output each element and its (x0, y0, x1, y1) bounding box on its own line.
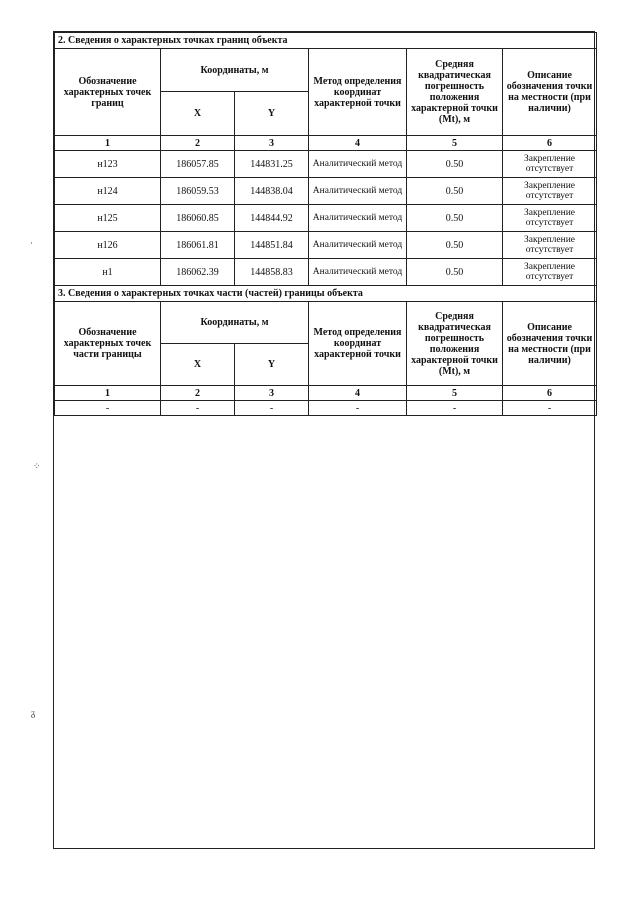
s2-header-method: Метод определения координат характерной точки (309, 49, 407, 136)
point-method: Аналитический метод (309, 178, 407, 205)
s2-header-designation: Обозначение характерных точек границ (55, 49, 161, 136)
point-y: 144831.25 (235, 151, 309, 178)
point-name: н124 (55, 178, 161, 205)
s2-col-number: 5 (407, 136, 503, 151)
s2-col-number: 1 (55, 136, 161, 151)
s2-col-number: 3 (235, 136, 309, 151)
s2-col-number: 2 (161, 136, 235, 151)
empty-cell: - (55, 401, 161, 416)
s2-col-number: 4 (309, 136, 407, 151)
point-x: 186062.39 (161, 259, 235, 286)
table-row (55, 259, 597, 286)
point-method: Аналитический метод (309, 259, 407, 286)
points-table (54, 32, 597, 416)
point-mt: 0.50 (407, 232, 503, 259)
point-x: 186057.85 (161, 151, 235, 178)
s3-header-x: X (161, 344, 235, 386)
point-x: 186059.53 (161, 178, 235, 205)
point-y: 144838.04 (235, 178, 309, 205)
point-method: Аналитический метод (309, 151, 407, 178)
section2-title: 2. Сведения о характерных точках границ объекта (55, 33, 597, 49)
point-y: 144851.84 (235, 232, 309, 259)
point-desc: Закрепление отсутствует (503, 151, 597, 178)
empty-cell: - (503, 401, 597, 416)
point-name: н125 (55, 205, 161, 232)
point-desc: Закрепление отсутствует (503, 178, 597, 205)
s2-header-y: Y (235, 92, 309, 136)
table-row (55, 151, 597, 178)
empty-cell: - (407, 401, 503, 416)
point-desc: Закрепление отсутствует (503, 205, 597, 232)
s3-header-y: Y (235, 344, 309, 386)
point-mt: 0.50 (407, 259, 503, 286)
point-y: 144858.83 (235, 259, 309, 286)
document-frame (53, 31, 595, 849)
empty-cell: - (309, 401, 407, 416)
table-row (55, 232, 597, 259)
point-x: 186061.81 (161, 232, 235, 259)
s3-col-number: 3 (235, 386, 309, 401)
table-row (55, 178, 597, 205)
point-mt: 0.50 (407, 151, 503, 178)
point-name: н126 (55, 232, 161, 259)
s3-col-number: 2 (161, 386, 235, 401)
empty-cell: - (161, 401, 235, 416)
point-x: 186060.85 (161, 205, 235, 232)
s3-header-description: Описание обозначения точки на местности (при наличии) (503, 302, 597, 386)
point-method: Аналитический метод (309, 232, 407, 259)
point-mt: 0.50 (407, 178, 503, 205)
table-row (55, 205, 597, 232)
s2-col-number: 6 (503, 136, 597, 151)
section3-title: 3. Сведения о характерных точках части (частей) границы объекта (55, 286, 597, 302)
point-method: Аналитический метод (309, 205, 407, 232)
s3-header-error: Средняя квадратическая погрешность положения характерной точки (Mt), м (407, 302, 503, 386)
s2-header-error: Средняя квадратическая погрешность положения характерной точки (Mt), м (407, 49, 503, 136)
table-row (55, 401, 597, 416)
s3-col-number: 1 (55, 386, 161, 401)
s2-header-x: X (161, 92, 235, 136)
point-desc: Закрепление отсутствует (503, 259, 597, 286)
s2-header-coords: Координаты, м (161, 49, 309, 92)
s2-header-description: Описание обозначения точки на местности (при наличии) (503, 49, 597, 136)
empty-cell: - (235, 401, 309, 416)
s3-col-number: 4 (309, 386, 407, 401)
s3-header-method: Метод определения координат характерной точки (309, 302, 407, 386)
s3-col-number: 6 (503, 386, 597, 401)
point-mt: 0.50 (407, 205, 503, 232)
scan-speck: ᵹ (31, 708, 36, 718)
scan-speck: · (30, 238, 33, 248)
s3-header-designation: Обозначение характерных точек части границы (55, 302, 161, 386)
scan-speck: ⁘ (33, 461, 41, 471)
s3-header-coords: Координаты, м (161, 302, 309, 344)
point-name: н1 (55, 259, 161, 286)
point-y: 144844.92 (235, 205, 309, 232)
s3-col-number: 5 (407, 386, 503, 401)
point-name: н123 (55, 151, 161, 178)
point-desc: Закрепление отсутствует (503, 232, 597, 259)
